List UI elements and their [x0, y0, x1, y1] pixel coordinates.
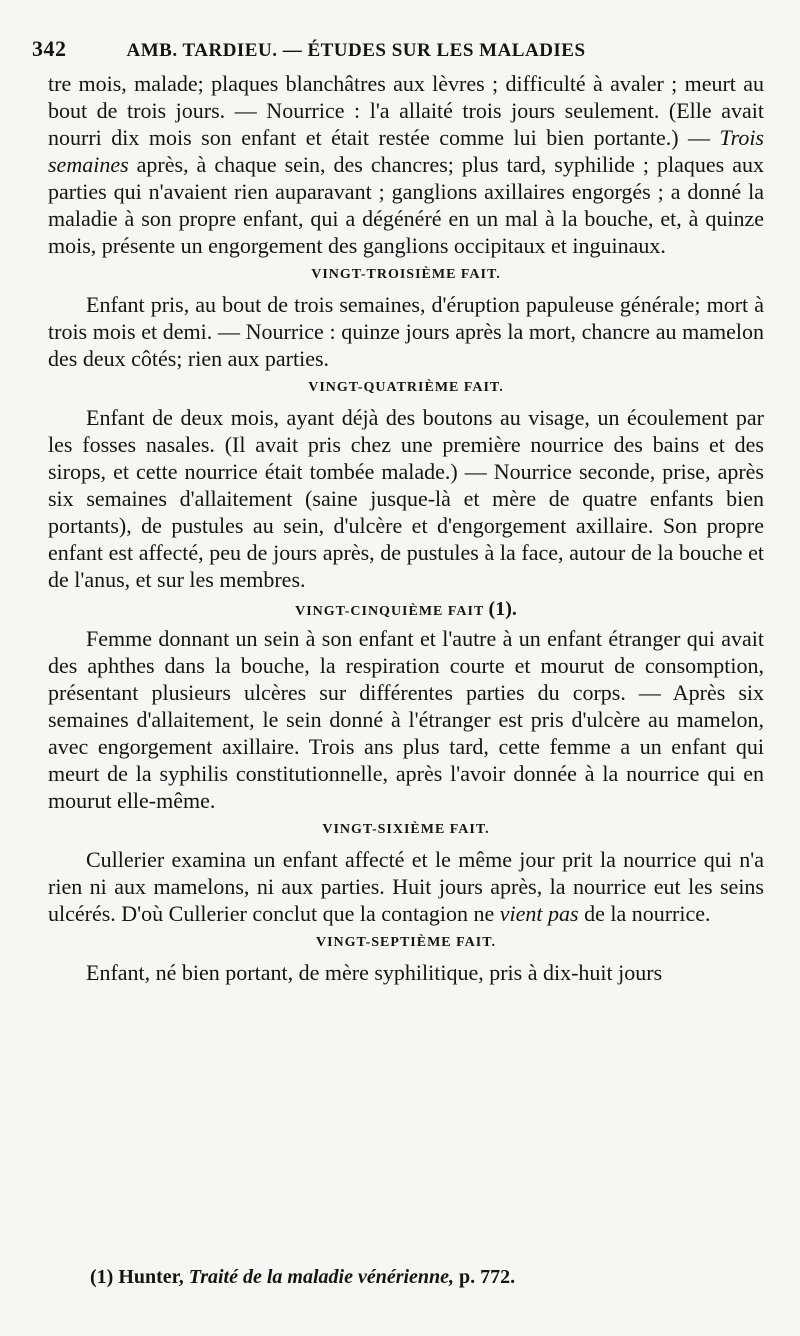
page-number: 342: [32, 36, 67, 61]
paragraph-text: de la nourrice.: [578, 901, 711, 926]
paragraph-text: tre mois, malade; plaques blanchâtres aux lèvres ; difficulté à avaler ; meurt au bout de trois jours. — Nourrice : l'a allaité trois jours seulement. (Elle avait nourri dix mois son enfant et était restée comme lui bien portante.) —: [48, 71, 764, 150]
paragraph-23: Enfant pris, au bout de trois semaines, d'éruption papuleuse générale; mort à trois mois et demi. — Nourrice : quinze jours après la mort, chancre au mamelon des deux côtés; rien aux parties.: [48, 292, 764, 371]
paragraph-text: Cullerier examina un enfant affecté et le même jour prit la nourrice qui n'a rien ni aux mamelons, ni aux parties. Huit jours après, la nourrice eut les seins ulcérés. D'où Cullerier conclut que la contagion ne: [48, 847, 764, 926]
running-head: [32, 36, 760, 62]
italic-text: Trois semaines: [48, 125, 764, 177]
footnote: [90, 1266, 760, 1289]
paragraph-27: Enfant, né bien portant, de mère syphilitique, pris à dix-huit jours: [86, 960, 663, 985]
heading-text: VINGT-CINQUIÈME FAIT: [295, 604, 485, 619]
footnote-title: Traité de la maladie vénérienne,: [188, 1266, 455, 1288]
section-heading-24: VINGT-QUATRIÈME FAIT.: [308, 380, 504, 395]
paragraph-25: Femme donnant un sein à son enfant et l'autre à un enfant étranger qui avait des aphthes dans la bouche, la respiration courte et mourut de consomption, présentant plusieurs ulcères sur différentes parties du corps. — Après six semaines d'allaitement, le sein donné à l'étranger est pris d'ulcère au mamelon, avec engorgement axillaire. Trois ans plus tard, cette femme a un enfant qui meurt de la syphilis constitutionnelle, après l'avoir donnée à la nourrice qui en mourut elle-même.: [48, 626, 764, 813]
section-heading-27: VINGT-SEPTIÈME FAIT.: [316, 935, 496, 950]
footnote-author: Hunter,: [118, 1266, 184, 1288]
footnote-page: p. 772.: [459, 1266, 516, 1288]
paragraph-26: [48, 846, 764, 927]
section-heading-25: [48, 593, 764, 625]
paragraph-text: après, à chaque sein, des chancres; plus tard, syphilide ; plaques aux parties qui n'avaient rien auparavant ; ganglions axillaires engorgés ; a donné la maladie à son propre enfant, qui a dégénéré en un mal à la bouche, et, à quinze mois, présente un engorgement des ganglions occipitaux et inguinaux.: [48, 152, 764, 258]
paragraph-24: Enfant de deux mois, ayant déjà des boutons au visage, un écoulement par les fosses nasales. (Il avait pris chez une première nourrice des bains et des sirops, et cette nourrice était tombée malade.) — Nourrice seconde, prise, après six semaines d'allaitement (saine jusque-là et mère de quatre enfants bien portants), de pustules au sein, d'ulcère et d'engorgement axillaire. Son propre enfant est affecté, peu de jours après, de pustules à la face, autour de la bouche et de l'anus, et sur les membres.: [48, 405, 764, 592]
section-heading-26: VINGT-SIXIÈME FAIT.: [322, 822, 490, 837]
italic-text: vient pas: [499, 901, 579, 926]
running-title: AMB. TARDIEU. — ÉTUDES SUR LES MALADIES: [126, 40, 586, 61]
paragraph-continued: [48, 70, 764, 259]
footnote-reference: (1).: [488, 598, 517, 620]
page-body: [48, 70, 764, 986]
section-heading-23: VINGT-TROISIÈME FAIT.: [311, 267, 501, 282]
footnote-marker: (1): [90, 1266, 114, 1288]
